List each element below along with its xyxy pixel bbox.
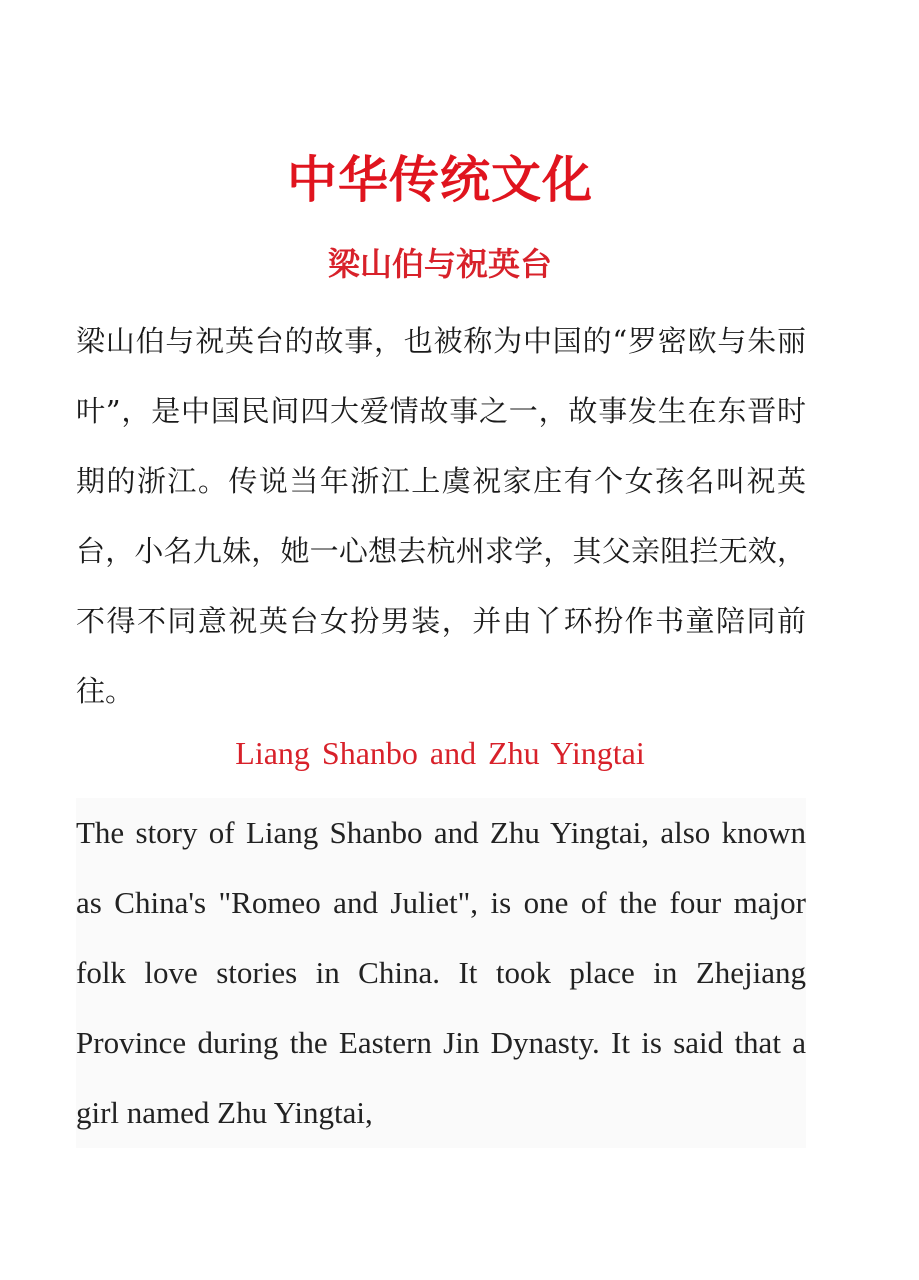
main-title: 中华传统文化	[287, 151, 593, 209]
chinese-paragraph: 梁山伯与祝英台的故事，也被称为中国的“罗密欧与朱丽叶”，是中国民间四大爱情故事之一，故事发生在东晋时期的浙江。传说当年浙江上虞祝家庄有个女孩名叫祝英台，小名九妹，她一心想去杭州求学，其父亲阻拦无效，不得不同意祝英台女扮男装，并由丫环扮作书童陪同前往。	[76, 324, 806, 708]
chinese-subtitle: 梁山伯与祝英台	[327, 245, 552, 283]
english-paragraph: The story of Liang Shanbo and Zhu Yingtai, also known as China's "Romeo and Juliet", is one of the four major folk love stories in China. It took place in Zhejiang Province during the Eastern Jin Dynasty. It is said that a girl named Zhu Yingtai,	[76, 798, 806, 1148]
english-subtitle: Liang Shanbo and Zhu Yingtai	[235, 735, 645, 771]
